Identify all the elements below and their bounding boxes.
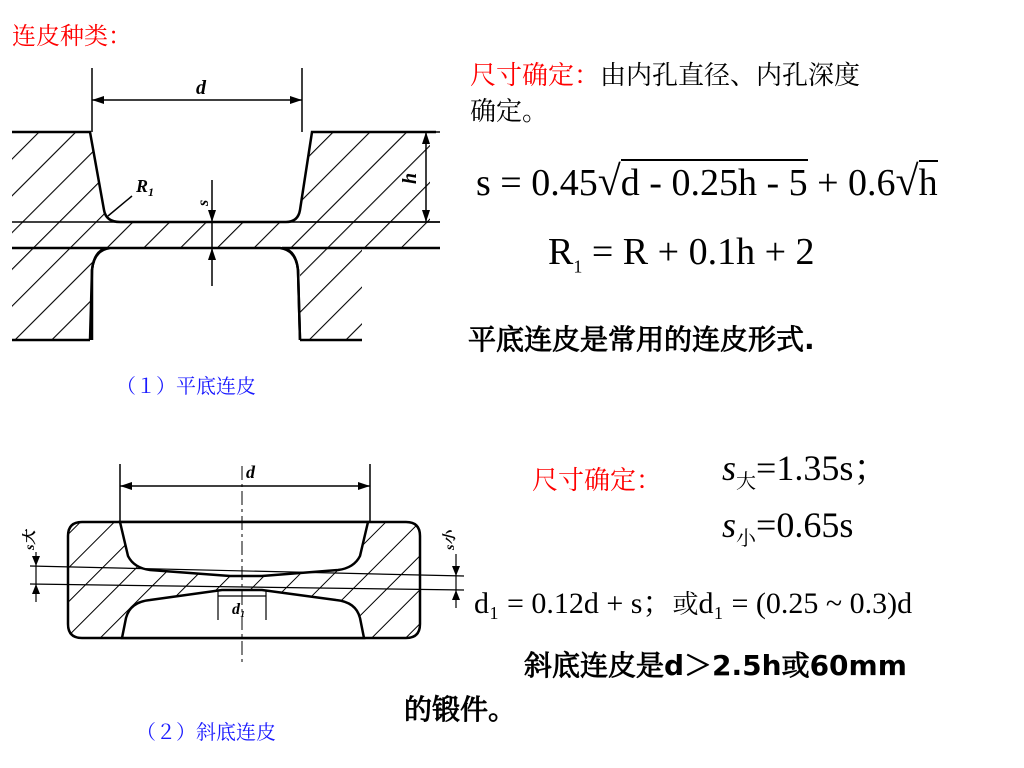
sloped-size-label: 尺寸确定：	[532, 466, 663, 496]
sloped-web-figure	[10, 456, 470, 676]
formula-s: s = 0.45√d - 0.25h - 5 + 0.6√h	[476, 159, 938, 205]
dim-d: d	[196, 77, 206, 99]
formula-d1: d₁ = 0.12d + s；或d₁ = (0.25 ~ 0.3)d	[474, 587, 913, 620]
web-region	[12, 222, 432, 248]
formula-r1: $R_1 = R + 0.1h + 2$	[548, 231, 815, 277]
flat-web-figure	[0, 60, 460, 350]
dim-s: s	[195, 199, 212, 206]
formula-s-small: $s_小=0.65s$	[722, 505, 854, 551]
dim-d1: d₁	[232, 601, 246, 618]
dim-s-big: s大	[23, 530, 38, 550]
flat-size-label: 尺寸确定：	[470, 61, 601, 91]
flat-size-description	[470, 58, 1010, 130]
flat-size-text: 由内孔直径、内孔深度	[600, 61, 861, 91]
formula-s-big: $s_大=1.35s$；	[722, 448, 890, 494]
upper-die	[12, 132, 430, 222]
flat-web-caption: （１）平底连皮	[116, 374, 256, 398]
page-title: 连皮种类：	[12, 22, 132, 50]
dim-h: h	[399, 172, 421, 184]
sloped-web-caption: （２）斜底连皮	[136, 720, 276, 744]
dim-r1: $R_1$	[136, 176, 155, 199]
dim-d-2: d	[246, 462, 255, 482]
flat-size-text-2: 确定。	[470, 97, 549, 127]
dim-s-small: s小	[443, 530, 458, 550]
flat-web-note: 平底连皮是常用的连皮形式.	[468, 323, 815, 356]
sloped-web-note-line1: 斜底连皮是d＞2.5h或60mm	[524, 649, 907, 682]
sloped-web-note-line2: 的锻件。	[404, 693, 517, 726]
